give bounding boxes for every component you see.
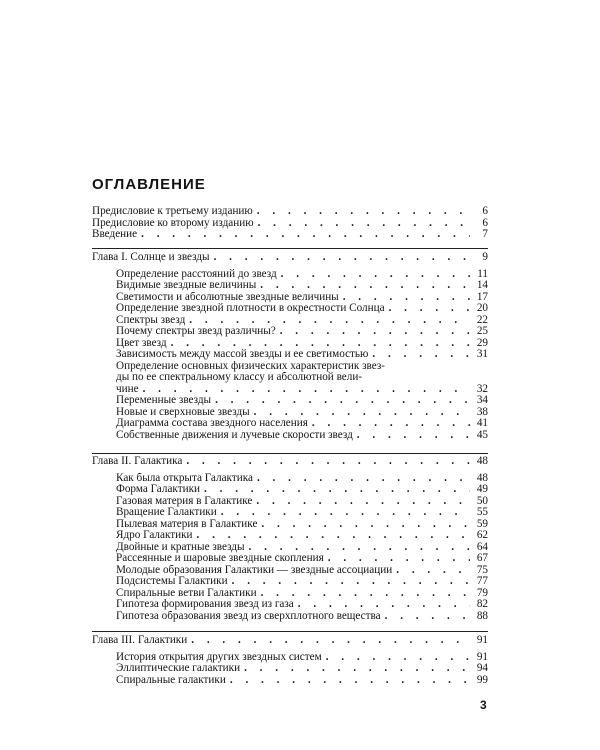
chapter-page: 91	[476, 634, 488, 646]
toc-entry-title: Молодые образования Галактики — звездные ассоциации	[116, 564, 393, 576]
dot-leader	[204, 484, 470, 496]
dot-leader	[312, 418, 470, 430]
toc-entry-page: 82	[476, 598, 488, 610]
toc-entry-page: 31	[476, 348, 488, 360]
toc-entry-title: Двойные и кратные звезды	[116, 541, 245, 553]
toc-entry-title: Видимые звездные величины	[116, 280, 257, 291]
toc-entry-title-line: ды по ее спектральному классу и абсолютной вели-	[116, 372, 363, 383]
dot-leader	[257, 473, 470, 485]
dot-leader	[143, 384, 470, 396]
toc-entry-page: 99	[476, 673, 488, 686]
page-number: 3	[480, 698, 487, 712]
toc-entry-page: 29	[476, 336, 488, 349]
chapter-rule	[92, 248, 488, 249]
toc-entry-title: Зависимость между массой звезды и ее светимостью	[116, 349, 369, 360]
toc-entry-page: 75	[476, 563, 488, 576]
dot-leader	[141, 229, 470, 241]
toc-entry-page: 94	[476, 662, 488, 674]
toc-entry[interactable]	[92, 349, 488, 361]
chapter-title: Галактика	[134, 456, 183, 467]
toc-entry[interactable]	[92, 418, 488, 430]
chapter-prefix: Глава II.	[92, 456, 132, 467]
toc-entry[interactable]	[92, 675, 488, 687]
dot-leader	[197, 530, 470, 542]
chapter-rule	[92, 453, 488, 454]
toc-entry[interactable]	[92, 496, 488, 508]
toc-entry-page: 62	[476, 529, 488, 541]
toc-entry-page: 50	[476, 494, 488, 507]
toc-entry[interactable]	[92, 663, 488, 675]
dot-leader	[298, 599, 470, 611]
toc-entry-title: Эллиптические галактики	[116, 663, 241, 674]
toc-entry-title: Спиральные галактики	[116, 674, 226, 686]
toc-entry[interactable]	[92, 473, 488, 485]
toc-entry[interactable]	[92, 599, 488, 611]
toc-entry-page: 67	[476, 552, 488, 564]
toc-entry-title: Новые и сверхновые звезды	[116, 406, 250, 418]
chapter-2	[92, 456, 488, 622]
toc-entry[interactable]	[92, 326, 488, 338]
toc-entry[interactable]	[92, 576, 488, 588]
dot-leader	[189, 315, 470, 327]
toc-entry-title: Рассеянные и шаровые звездные скопления	[116, 553, 324, 564]
toc-entry-title: Введение	[92, 229, 138, 240]
toc-entry[interactable]	[92, 484, 488, 496]
toc-entry-title: Определение расстояний до звезд	[116, 268, 277, 280]
chapter-heading[interactable]	[92, 635, 488, 647]
toc-entry-page: 6	[482, 205, 488, 217]
toc-entry[interactable]	[92, 315, 488, 327]
toc-entry-page: 77	[476, 575, 488, 587]
dot-leader	[372, 349, 470, 361]
toc-entry-title: Собственные движения и лучевые скорости звезд	[116, 429, 353, 441]
toc-entry-title: Спектры звезд	[116, 314, 186, 326]
dot-leader	[261, 519, 470, 531]
chapter-heading[interactable]	[92, 252, 488, 264]
toc-entry-page: 22	[476, 313, 488, 326]
toc-entry[interactable]	[92, 542, 488, 554]
toc-entry-title-line: Определение основных физических характеристик звез-	[116, 360, 385, 372]
front-matter-list	[92, 206, 488, 241]
toc-entry-page: 79	[476, 586, 488, 599]
toc-entry-page: 48	[476, 471, 488, 484]
toc-entry-title: Светимости и абсолютные звездные величины	[116, 291, 339, 303]
dot-leader	[186, 456, 470, 468]
chapter-title: Галактики	[137, 635, 188, 646]
toc-entry-page: 38	[476, 405, 488, 418]
toc-entry-title: Почему спектры звезд различны?	[116, 326, 276, 337]
toc-entry-page: 32	[476, 382, 488, 395]
toc-entry[interactable]	[92, 269, 488, 281]
dot-leader	[256, 496, 470, 508]
toc-entry-page: 41	[476, 417, 488, 429]
toc-entry[interactable]	[92, 280, 488, 292]
toc-entry-page: 64	[476, 540, 488, 553]
dot-leader	[230, 675, 470, 687]
dot-leader	[281, 269, 470, 281]
chapter-page: 9	[482, 251, 488, 263]
dot-leader	[280, 326, 470, 338]
chapter-prefix: Глава I.	[92, 252, 128, 263]
dot-leader	[343, 292, 470, 304]
dot-leader	[260, 280, 470, 292]
dot-leader	[254, 407, 470, 419]
dot-leader	[396, 565, 470, 577]
dot-leader	[385, 611, 470, 623]
toc-entry-page: 7	[482, 228, 488, 240]
dot-leader	[215, 395, 470, 407]
toc-entry-title: Предисловие к третьему изданию	[92, 206, 253, 217]
dot-leader	[326, 652, 470, 664]
toc-entry[interactable]	[92, 611, 488, 623]
chapter-rule	[92, 631, 488, 632]
toc-entry[interactable]	[92, 553, 488, 565]
toc-entry-title: Газовая материя в Галактике	[116, 495, 253, 507]
toc-entry-page: 55	[476, 506, 488, 518]
toc-entry[interactable]	[92, 338, 488, 350]
chapter-page: 48	[476, 455, 488, 467]
toc-entry-line[interactable]	[92, 372, 488, 384]
dot-leader	[221, 507, 470, 519]
dot-leader	[357, 430, 470, 442]
dot-leader	[258, 218, 470, 230]
toc-entry[interactable]	[92, 565, 488, 577]
toc-entry[interactable]	[92, 519, 488, 531]
toc-entry-page: 14	[476, 279, 488, 291]
chapter-heading[interactable]	[92, 456, 488, 468]
dot-leader	[249, 542, 471, 554]
toc-entry-title: Пылевая материя в Галактике	[116, 518, 258, 530]
toc-entry[interactable]	[92, 395, 488, 407]
toc-entry[interactable]	[92, 530, 488, 542]
toc-entry-line[interactable]	[92, 361, 488, 373]
dot-leader	[214, 252, 470, 264]
toc-entry[interactable]	[92, 303, 488, 315]
toc-entry-title: Цвет звезд	[116, 337, 167, 349]
toc-entry-title: Форма Галактики	[116, 484, 201, 495]
dot-leader	[232, 576, 470, 588]
chapter-prefix: Глава III.	[92, 635, 136, 646]
toc-entry-title: Спиральные ветви Галактики	[116, 587, 257, 599]
toc-entry-title: Подсистемы Галактики	[116, 576, 228, 587]
toc-entry-title: Ядро Галактики	[116, 530, 193, 541]
toc-entry-title: Гипотеза образования звезд из сверхплотного вещества	[116, 610, 381, 622]
dot-leader	[191, 635, 470, 647]
toc-entry-title: Предисловие ко второму изданию	[92, 217, 254, 229]
toc-entry[interactable]	[92, 229, 488, 241]
toc-entry-page: 20	[476, 302, 488, 314]
toc-entry-page: 25	[476, 325, 488, 337]
dot-leader	[389, 303, 470, 315]
toc-entry[interactable]	[92, 407, 488, 419]
toc-entry-title-line: чине	[116, 383, 139, 395]
toc-entry[interactable]	[92, 507, 488, 519]
toc-entry-page: 11	[477, 267, 488, 280]
toc-entry[interactable]	[92, 218, 488, 230]
toc-entry[interactable]	[92, 588, 488, 600]
toc-entry[interactable]	[92, 384, 488, 396]
toc-entry-page: 49	[476, 483, 488, 495]
toc-entry-title: История открытия других звездных систем	[116, 651, 322, 663]
chapter-3	[92, 635, 488, 686]
toc-entry-page: 91	[476, 650, 488, 663]
dot-leader	[261, 588, 470, 600]
chapter-1	[92, 252, 488, 441]
toc-entry-title: Определение звездной плотности в окрестности Солнца	[116, 303, 385, 314]
toc-entry-page: 6	[482, 216, 488, 229]
toc-heading: ОГЛАВЛЕНИЕ	[92, 176, 206, 193]
toc-entry-title: Вращение Галактики	[116, 507, 217, 518]
toc-entry-title: Диаграмма состава звездного населения	[116, 418, 308, 429]
toc-entry-title: Гипотеза формирования звезд из газа	[116, 599, 294, 610]
toc-entry[interactable]	[92, 430, 488, 442]
dot-leader	[257, 206, 470, 218]
dot-leader	[244, 663, 470, 675]
toc-entry[interactable]	[92, 292, 488, 304]
toc-entry-page: 59	[476, 517, 488, 530]
toc-entry-title: Как была открыта Галактика	[116, 472, 253, 484]
toc-entry-page: 34	[476, 394, 488, 406]
toc-entry[interactable]	[92, 206, 488, 218]
chapter-title: Солнце и звезды	[130, 252, 210, 263]
toc-entry-page: 17	[476, 290, 488, 303]
toc-entry-page: 88	[476, 609, 488, 622]
dot-leader	[328, 553, 470, 565]
dot-leader	[171, 338, 470, 350]
toc-entry[interactable]	[92, 652, 488, 664]
toc-entry-title: Переменные звезды	[116, 395, 212, 406]
toc-entry-page: 45	[476, 428, 488, 441]
